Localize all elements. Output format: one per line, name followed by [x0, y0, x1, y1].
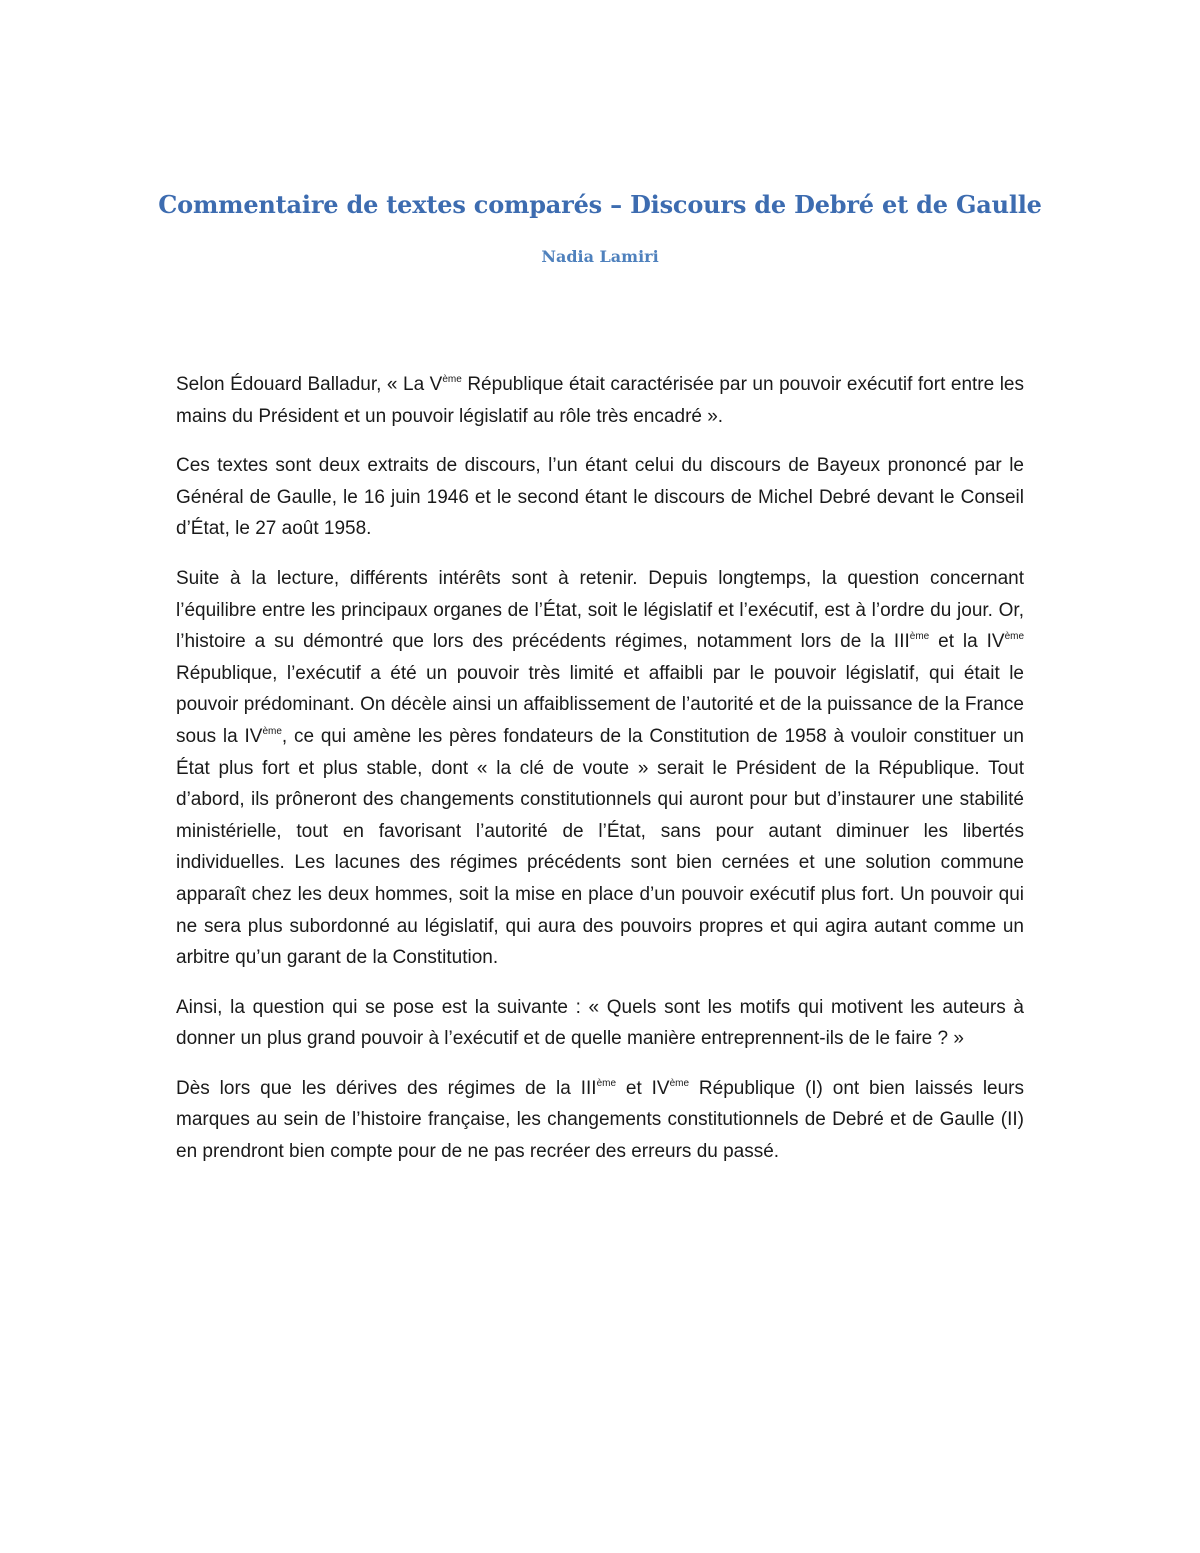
superscript: ème	[442, 374, 462, 385]
document-body	[176, 369, 1024, 1186]
paragraph-outline	[176, 1073, 1024, 1168]
paragraph-intro-quote	[176, 369, 1024, 432]
paragraph-problematic: Ainsi, la question qui se pose est la suivante : « Quels sont les motifs qui motivent les auteurs à donner un plus grand pouvoir à l’exécutif et de quelle manière entreprennent-ils de le faire ? »	[176, 996, 1024, 1050]
text-run: Suite à la lecture, différents intérêts sont à retenir. Depuis longtemps, la question concernant l’équilibre entre les principaux organes de l’État, soit le législatif et l’exécutif, est à l’ordre du jour. Or, l’histoire a su démontré que lors des précédents régimes, notamment lors de la III	[176, 567, 1024, 653]
paragraph-context	[176, 563, 1024, 974]
document-title: Commentaire de textes comparés – Discours de Debré et de Gaulle	[158, 190, 1042, 219]
superscript: ème	[262, 725, 282, 737]
superscript: ème	[909, 631, 930, 643]
author-name: Nadia Lamiri	[541, 247, 659, 266]
text-run: , ce qui amène les pères fondateurs de la Constitution de 1958 à vouloir constituer un État plus fort et plus stable, dont « la clé de voute » serait le Président de la République. Tout d’abord, ils prôneront des changements constitutionnels qui auront pour but d’instaurer une stabilité ministérielle, tout en favorisant l’autorité de l’État, sans pour autant diminuer les libertés individuelles. Les lacunes des régimes précédents sont bien cernées et une solution commune apparaît chez les deux hommes, soit la mise en place d’un pouvoir exécutif plus fort. Un pouvoir qui ne sera plus subordonné au législatif, qui aura des pouvoirs propres et qui agira autant comme un arbitre qu’un garant de la Constitution.	[176, 725, 1024, 969]
text-run: République (I) ont bien laissés leurs marques au sein de l’histoire française, les changements constitutionnels de Debré et de Gaulle (II) en prendront bien compte pour de ne pas recréer des erreurs du passé.	[176, 1077, 1025, 1163]
text-run: et la IV	[929, 631, 1005, 653]
superscript: ème	[1004, 631, 1025, 643]
superscript: ème	[596, 1077, 617, 1089]
text-run: République, l’exécutif a été un pouvoir très limité et affaibli par le pouvoir législatif, qui était le pouvoir prédominant. On décèle ainsi un affaiblissement de l’autorité et de la puissance de la France sous la IV	[176, 662, 1024, 747]
text-run: Selon Édouard Balladur, « La V	[176, 374, 443, 395]
text-run: et IV	[616, 1077, 670, 1099]
text-run: République était caractérisée par un pouvoir exécutif fort entre les mains du Président et un pouvoir législatif au rôle très encadré ».	[176, 374, 1024, 427]
superscript: ème	[669, 1077, 690, 1089]
text-run: Dès lors que les dérives des régimes de la III	[176, 1077, 597, 1099]
paragraph-presentation: Ces textes sont deux extraits de discours, l’un étant celui du discours de Bayeux prononcé par le Général de Gaulle, le 16 juin 1946 et le second étant le discours de Michel Debré devant le Conseil d’État, le 27 août 1958.	[176, 455, 1024, 540]
